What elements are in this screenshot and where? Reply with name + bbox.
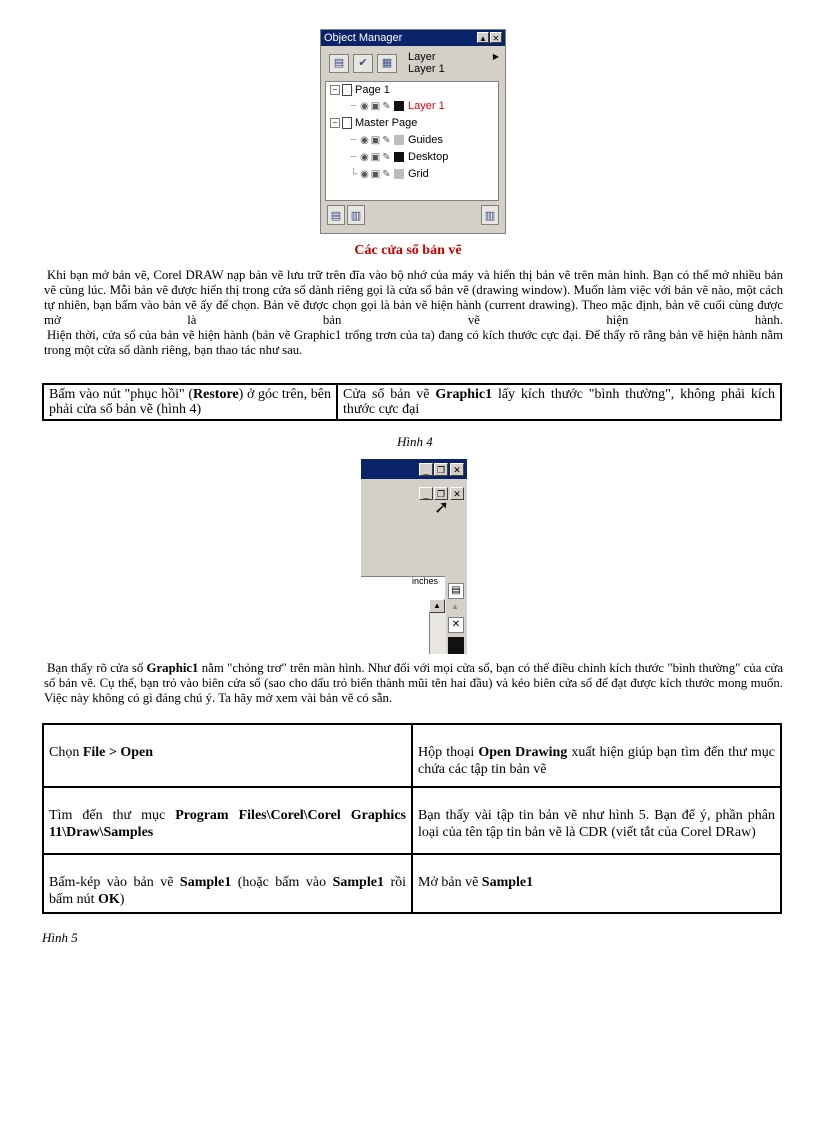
- table-row: [43, 787, 781, 854]
- scroll-up-arrow-icon[interactable]: ▲: [429, 599, 445, 613]
- layer-color-swatch: [394, 135, 404, 145]
- doc-minimize-button[interactable]: _: [419, 487, 433, 500]
- eye-icon[interactable]: ◉: [360, 169, 369, 180]
- layer-color-swatch: [394, 169, 404, 179]
- eye-icon[interactable]: ◉: [360, 135, 369, 146]
- figure-5-label: Hình 5: [42, 930, 78, 945]
- show-object-properties-icon[interactable]: ▤: [329, 54, 349, 73]
- table-cell-action: Tìm đến thư mục Program Files\Corel\Corel Graphics 11\Draw\Samples: [43, 787, 412, 854]
- tree-item-guides[interactable]: ┄ ◉ ▣ ✎ Guides: [348, 132, 443, 148]
- no-fill-swatch-icon[interactable]: ✕: [448, 617, 464, 633]
- table-cell-action: Bấm-kép vào bản vẽ Sample1 (hoặc bấm vào Sample1 rồi bấm nút OK): [43, 854, 412, 913]
- object-tree: [325, 81, 499, 201]
- restore-button[interactable]: ❐: [434, 463, 448, 476]
- table-cell-action: Chọn File > Open: [43, 724, 412, 787]
- eye-icon[interactable]: ◉: [360, 152, 369, 163]
- drawing-canvas[interactable]: [361, 599, 429, 654]
- pencil-icon[interactable]: ✎: [382, 101, 391, 112]
- printer-icon[interactable]: ▣: [370, 101, 381, 112]
- object-manager-titlebar: [321, 30, 505, 46]
- eye-icon[interactable]: ◉: [360, 101, 369, 112]
- printer-icon[interactable]: ▣: [370, 152, 381, 163]
- close-button[interactable]: ✕: [450, 463, 464, 476]
- new-master-layer-icon[interactable]: ▥: [347, 205, 365, 225]
- tree-item-desktop[interactable]: ┄ ◉ ▣ ✎ Desktop: [348, 149, 448, 165]
- palette-options-icon[interactable]: ▤: [448, 583, 464, 599]
- tree-item-layer[interactable]: ┄ ◉ ▣ ✎ Layer 1: [348, 98, 445, 114]
- tree-item-page[interactable]: − Page 1: [330, 82, 390, 98]
- layer-color-swatch: [394, 152, 404, 162]
- figure-caption: Các cửa sổ bản vẽ: [354, 243, 462, 258]
- page-icon: [342, 84, 352, 96]
- table-cell-result: Cửa sổ bản vẽ Graphic1 lấy kích thước "bình thường", không phải kích thước cực đại: [337, 384, 781, 420]
- paragraph-text: Hiện thời, cửa sổ của bản vẽ hiện hành (bản vẽ Graphic1 trống trơn của ta) đang có kích thước cực đại. Để thấy rõ rằng bản vẽ hiện hành nằm trong một cửa sổ dành riêng, bạn thao tác như sau.: [44, 328, 783, 357]
- black-color-swatch[interactable]: [448, 637, 464, 654]
- color-palette: [447, 581, 465, 654]
- page-icon: [342, 117, 352, 129]
- object-manager-window: [320, 29, 506, 234]
- restore-steps-table: [42, 383, 782, 421]
- printer-icon[interactable]: ▣: [370, 169, 381, 180]
- table-row: [43, 854, 781, 913]
- tree-item-master-page[interactable]: − Master Page: [330, 115, 417, 131]
- ruler-unit-label: inches: [412, 576, 439, 586]
- mouse-pointer-icon: ➚: [434, 497, 450, 517]
- object-manager-bottom-bar: [325, 205, 501, 229]
- layer-color-swatch: [394, 101, 404, 111]
- pencil-icon[interactable]: ✎: [382, 135, 391, 146]
- intro-paragraph: [44, 268, 783, 358]
- object-manager-close-button[interactable]: ✕: [490, 32, 502, 43]
- table-cell-result: Mở bản vẽ Sample1: [412, 854, 781, 913]
- paragraph-text: Bạn thấy rõ cửa sổ Graphic1 nằm "chỏng trơ" trên màn hình. Như đối với mọi cửa sổ, bạn có thể điều chỉnh kích thước "bình thường" của cửa sổ bản vẽ. Cụ thể, bạn trỏ vào biên cửa sổ (sao cho dấu trỏ biến thành mũi tên hai đầu) và kéo biên cửa sổ để đạt được kích thước mong muốn. Việc này không có gì đáng chú ý. Ta hãy mở xem vài bản vẽ có sẵn.: [44, 661, 783, 705]
- printer-icon[interactable]: ▣: [370, 135, 381, 146]
- current-layer-label: Layer Layer 1: [408, 51, 445, 75]
- object-manager-title: Object Manager: [324, 32, 403, 44]
- object-manager-toolbar: [321, 46, 505, 80]
- table-cell-action: Bấm vào nút "phục hồi" (Restore) ở góc trên, bên phải cửa sổ bản vẽ (hình 4): [43, 384, 337, 420]
- new-layer-icon[interactable]: ▤: [327, 205, 345, 225]
- restore-window-screenshot: [361, 459, 467, 654]
- delete-trash-icon[interactable]: ▥: [481, 205, 499, 225]
- figure-4-label: Hình 4: [397, 434, 433, 449]
- collapse-icon[interactable]: −: [330, 118, 340, 128]
- object-manager-help-button[interactable]: ▲: [477, 32, 489, 43]
- flyout-arrow-icon[interactable]: ▶: [492, 52, 499, 61]
- pencil-icon[interactable]: ✎: [382, 169, 391, 180]
- tree-item-grid[interactable]: └ ◉ ▣ ✎ Grid: [348, 166, 429, 182]
- table-cell-result: Hộp thoại Open Drawing xuất hiện giúp bạn tìm đến thư mục chứa các tập tin bản vẽ: [412, 724, 781, 787]
- layer-manager-view-icon[interactable]: ▦: [377, 54, 397, 73]
- table-row: [43, 724, 781, 787]
- table-row: [43, 384, 781, 420]
- doc-close-button[interactable]: ✕: [450, 487, 464, 500]
- doc-restore-button[interactable]: ❐: [434, 487, 448, 500]
- table-cell-result: Bạn thấy vài tập tin bản vẽ như hình 5. Bạn để ý, phần phân loại của tên tập tin bản vẽ là CDR (viết tắt của Corel DRaw): [412, 787, 781, 854]
- collapse-icon[interactable]: −: [330, 85, 340, 95]
- open-drawing-steps-table: [42, 723, 782, 914]
- pencil-icon[interactable]: ✎: [382, 152, 391, 163]
- minimize-button[interactable]: _: [419, 463, 433, 476]
- edit-across-layers-icon[interactable]: ✔: [353, 54, 373, 73]
- paragraph-text: Khi bạn mở bản vẽ, Corel DRAW nạp bản vẽ lưu trữ trên đĩa vào bộ nhớ của máy và hiển thị bản vẽ trên màn hình. Bạn có thể mở nhiều bản vẽ cùng lúc. Mỗi bản vẽ được hiển thị trong cửa sổ dành riêng gọi là cửa sổ bản vẽ (drawing window). Muốn làm việc với bản vẽ nào, một cách tự nhiên, bạn bấm vào bản vẽ ấy để chọn. Bản vẽ được chọn gọi là bản vẽ hiện hành (current drawing). Theo mặc định, bản vẽ cuối cùng được mở là bản vẽ hiện hành.: [44, 268, 783, 327]
- palette-scroll-up-icon[interactable]: ▲: [451, 602, 459, 611]
- graphic1-paragraph: [44, 661, 783, 706]
